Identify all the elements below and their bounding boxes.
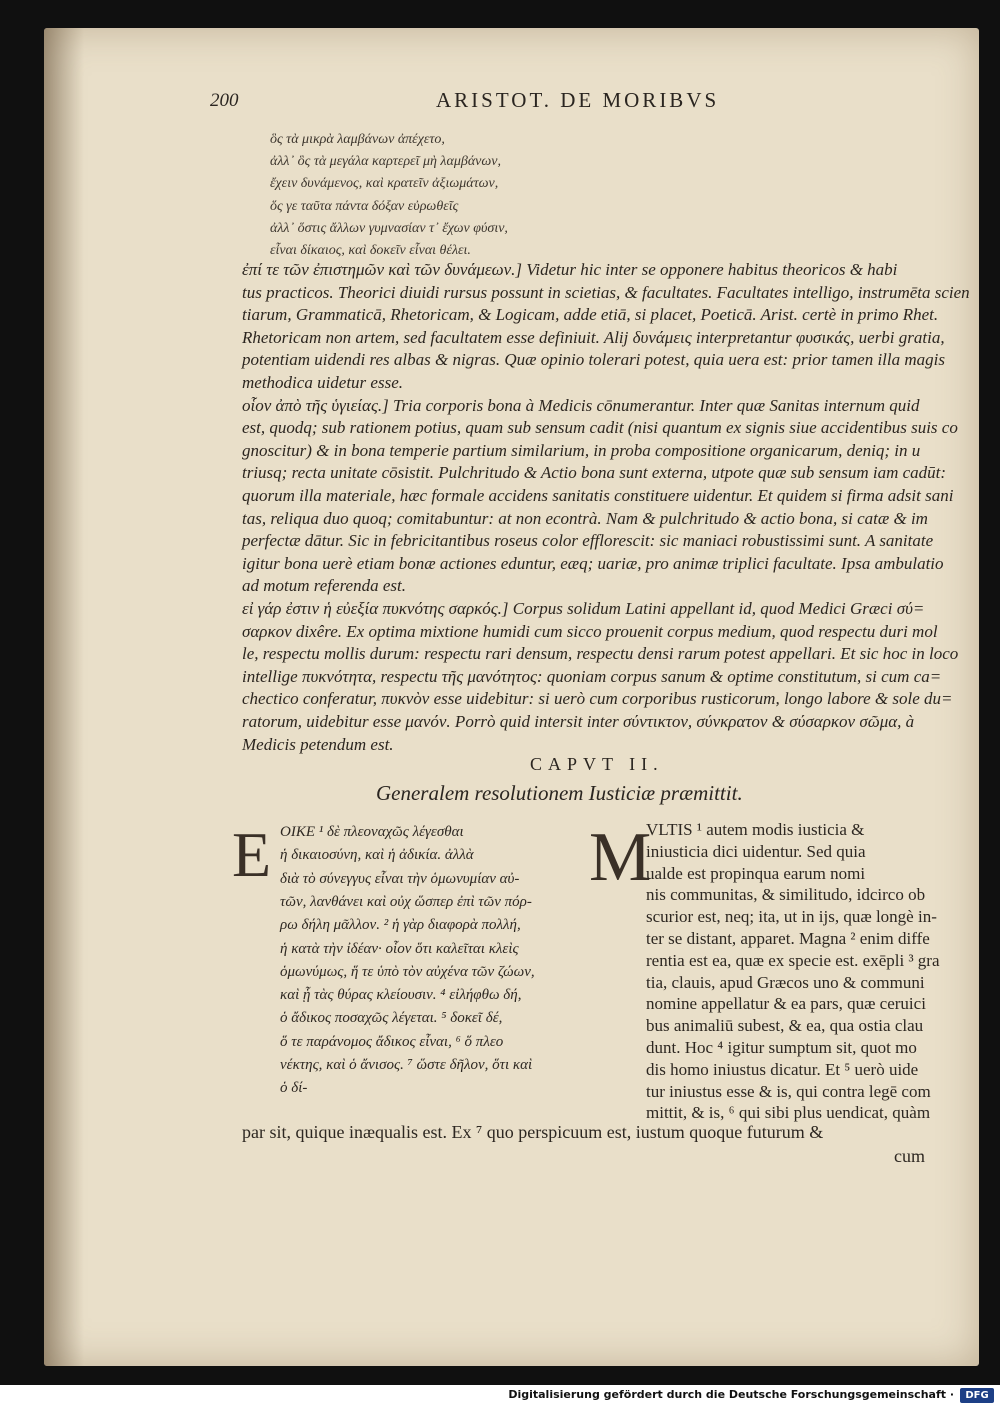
commentary-line: εἰ γάρ ἐστιν ἡ εὐεξία πυκνότης σαρκός.] Corpus solidum Latini appellant id, quod Medici Græci σύ= (242, 599, 925, 618)
latin-line: mittit, & is, ⁶ qui sibi plus uendicat, quàm (646, 1103, 931, 1123)
chapter-subtitle: Generalem resolutionem Iusticiæ præmittit. (376, 781, 743, 805)
greek-line: ρω δήλη μᾶλλον. ² ἡ γὰρ διαφορὰ πολλή, (280, 917, 521, 934)
latin-line: nis communitas, & similitudo, idcirco ob (646, 885, 926, 905)
latin-line: iniusticia dici uidentur. Sed quia (646, 841, 866, 861)
latin-line: ter se distant, apparet. Magna ² enim diffe (646, 929, 930, 948)
dfg-logo: DFG (960, 1388, 994, 1403)
funding-credit: Digitalisierung gefördert durch die Deutsche Forschungsgemeinschaft · (508, 1388, 954, 1401)
greek-line: τῶν, λανθάνει καὶ οὐχ ὥσπερ ἐπὶ τῶν πόρ- (280, 893, 532, 910)
latin-line: tia, clauis, apud Græcos uno & communi (646, 972, 925, 992)
footer-bar (0, 1385, 1000, 1407)
commentary-line: le, respectu mollis durum: respectu rari densum, respectu densi rarum potest appellari. Et sic hoc in loco (242, 644, 959, 664)
greek-dropcap: E (232, 819, 272, 890)
greek-line: ἡ κατὰ τὴν ἰδέαν· οἷον ὅτι καλεῖται κλεὶς (280, 940, 519, 957)
greek-line: ὅ τε παράνομος ἄδικος εἶναι, ⁶ ὅ πλεο (280, 1033, 504, 1050)
greek-line: νέκτης, καὶ ὁ ἄνισος. ⁷ ὥστε δῆλον, ὅτι καὶ (280, 1057, 533, 1073)
commentary-line: tus practicos. Theorici diuidi rursus possunt in scietias, & facultates. Facultates intelligo, instrumēta scien (242, 282, 970, 302)
commentary-line: σαρκον dixêre. Ex optima mixtione humidi cum sicco prouenit corpus medium, quod respectu duri mol (242, 621, 938, 641)
book-page (44, 28, 979, 1366)
commentary-line: ad motum referenda est. (242, 576, 406, 596)
page-gutter-shadow (44, 28, 84, 1366)
greek-verse-line: ὃς τὰ μικρὰ λαμβάνων ἀπέχετο, (270, 132, 445, 147)
greek-verse-line: ἀλλ᾽ ὃς τὰ μεγάλα καρτερεῖ μὴ λαμβάνων, (270, 154, 501, 170)
commentary-line: methodica uidetur esse. (242, 373, 403, 392)
commentary-line: quorum illa materiale, hæc formale accidens sanitatis constituere uidentur. Et quidem si firma adsit sani (242, 486, 954, 505)
running-head: ARISTOT. DE MORIBVS (436, 88, 720, 112)
commentary-line: triusq; recta unitate cōsistit. Pulchritudo & Actio bona sunt externa, utpote quæ sub sensum iam cadūt: (242, 463, 947, 483)
greek-line: ὁμωνύμως, ἥ τε ὑπὸ τὸν αὐχένα τῶν ζώων, (280, 963, 535, 980)
bottom-line: par sit, quique inæqualis est. Ex ⁷ quo perspicuum est, iustum quoque futurum & (242, 1122, 824, 1142)
greek-verse-line: ὅς γε ταῦτα πάντα δόξαν εὐρωθεῖς (270, 198, 459, 214)
commentary-line: tas, reliqua duo quoq; comitabuntur: at non econtrà. Nam & pulchritudo & actio bona, si catæ & im (242, 508, 928, 528)
latin-dropcap: M (589, 819, 652, 896)
greek-line: ὁ ἄδικος ποσαχῶς λέγεται. ⁵ δοκεῖ δέ, (280, 1010, 503, 1027)
greek-verse-line: ἀλλ᾽ ὅστις ἄλλων γυμνασίαν τ᾽ ἔχων φύσιν, (270, 220, 508, 236)
latin-line: dunt. Hoc ⁴ igitur sumptum sit, quot mo (646, 1038, 917, 1057)
latin-line: scurior est, neq; ita, ut in ijs, quæ longè in- (646, 907, 937, 927)
commentary-line: Rhetoricam non artem, sed facultatem esse definiuit. Alij δυνάμεις interpretantur φυσικάς, uerbi gratia, (242, 327, 945, 347)
commentary-line: ratorum, uidebitur esse μανόν. Porrò quid intersit inter σύντικτον, σύνκρατον & σύσαρκον σῶμα, à (242, 712, 915, 731)
greek-verse-line: ἔχειν δυνάμενος, καὶ κρατεῖν ἀξιωμάτων, (270, 176, 499, 192)
latin-line: nomine appellatur & ea pars, quæ ceruici (646, 994, 926, 1014)
greek-line: OIKE ¹ δὲ πλεοναχῶς λέγεσθαι (280, 824, 464, 840)
catchword: cum (894, 1146, 925, 1166)
folio-number: 200 (210, 90, 239, 111)
greek-verse-line: εἶναι δίκαιος, καὶ δοκεῖν εἶναι θέλει. (270, 243, 471, 258)
commentary-line: intellige πυκνότητα, respectu τῆς μανότητος: quoniam corpus sanum & optime constitutum, si cum ca= (242, 666, 942, 686)
commentary-line: perfectæ dātur. Sic in febricitantibus roseus color efflorescit: sic maniaci robustissimi sunt. A sanitate (242, 531, 934, 551)
latin-line: VLTIS ¹ autem modis iusticia & (646, 820, 865, 839)
commentary-line: potentiam uidendi res albas & nigras. Quæ opinio tolerari potest, quia uera est: prior tamen illa magis (242, 350, 945, 370)
latin-line: rentia est ea, quæ ex specie est. exēpli ³ gra (646, 950, 940, 970)
commentary-line: chectico conferatur, πυκνὸν esse uidebitur: si uerò cum corporibus rusticorum, longo labore & sole du= (242, 689, 953, 709)
latin-line: ualde est propinqua earum nomi (646, 863, 866, 883)
greek-line: καὶ ᾗ τὰς θύρας κλείουσιν. ⁴ εἰλήφθω δή, (280, 987, 522, 1004)
commentary-line: tiarum, Grammaticā, Rhetoricam, & Logicam, adde etiā, si placet, Poeticā. Arist. certè in primo Rhet. (242, 305, 939, 325)
latin-line: tur iniustus esse & is, qui contra legē com (646, 1081, 931, 1101)
commentary-line: gnoscitur) & in bona temperie partium similarium, in proba compositione organicarum, deniq; in u (242, 440, 921, 460)
commentary-line: est, quodq; sub rationem potius, quam sub sensum cadit (nisi quantum ex signis siue accidentibus suis co (242, 418, 958, 438)
greek-line: ὁ δί- (280, 1080, 308, 1097)
latin-line: dis homo iniustus dicatur. Et ⁵ uerò uide (646, 1059, 919, 1079)
commentary-line: igitur bona uerè etiam bonæ actiones eduntur, eæq; uariæ, pro animæ triplici facultate. Ipsa ambulatio (242, 553, 944, 573)
greek-line: ἡ δικαιοσύνη, καὶ ἡ ἀδικία. ἀλλὰ (280, 847, 474, 864)
greek-line: διὰ τὸ σύνεγγυς εἶναι τὴν ὁμωνυμίαν αὐ- (280, 870, 520, 887)
commentary-line: Medicis petendum est. (242, 734, 394, 754)
latin-line: bus animaliū subest, & ea, qua ostia clau (646, 1016, 924, 1036)
commentary-line: οἷον ἀπὸ τῆς ὑγιείας.] Tria corporis bona à Medicis cōnumerantur. Inter quæ Sanitas internum quid (242, 395, 920, 415)
chapter-label: CAPVT II. (530, 754, 664, 774)
commentary-line: ἐπί τε τῶν ἐπιστημῶν καὶ τῶν δυνάμεων.] Videtur hic inter se opponere habitus theoricos & habi (242, 260, 898, 279)
